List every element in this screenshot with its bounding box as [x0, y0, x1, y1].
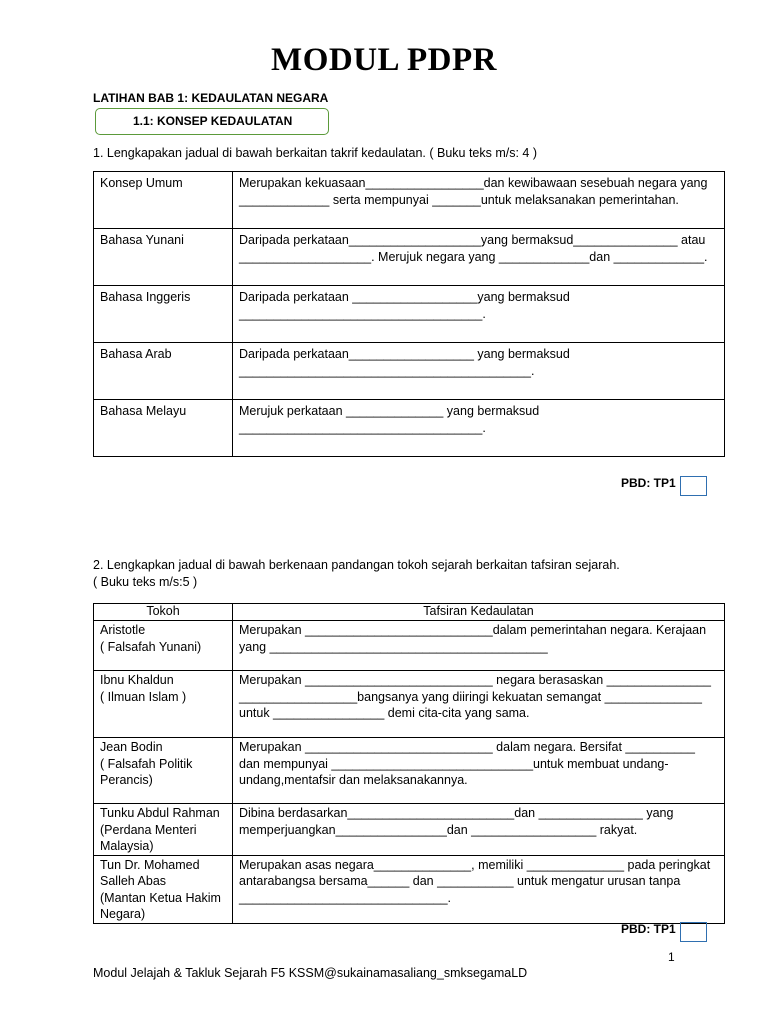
figure-cell: [94, 671, 233, 738]
chapter-heading: LATIHAN BAB 1: KEDAULATAN NEGARA: [93, 91, 329, 105]
pbd-label-1: PBD: TP1: [621, 476, 676, 490]
page-footer: Modul Jelajah & Takluk Sejarah F5 KSSM@sukainamasaliang_smksegamaLD: [93, 966, 528, 980]
pbd-label-2: PBD: TP1: [621, 922, 676, 936]
sovereignty-definition-table: [93, 171, 725, 457]
row-text: Merupakan kekuasaan_________________dan kewibawaan sesebuah negara yang _____________ serta mempunyai _______untuk melaksanakan pemerintahan.: [233, 172, 725, 229]
row-text: Merujuk perkataan ______________ yang bermaksud ___________________________________.: [233, 400, 725, 457]
table-row: [94, 286, 725, 343]
question-2-line-1: 2. Lengkapkan jadual di bawah berkenaan pandangan tokoh sejarah berkaitan tafsiran sejarah.: [93, 558, 620, 572]
row-text: Daripada perkataan___________________yang bermaksud_______________ atau ___________________. Merujuk negara yang _____________dan _____________.: [233, 229, 725, 286]
table-row: [94, 343, 725, 400]
figure-name: Tun Dr. Mohamed Salleh Abas: [100, 857, 200, 888]
table-row: [94, 400, 725, 457]
question-2: [93, 557, 620, 591]
pbd-checkbox-2[interactable]: [680, 922, 707, 942]
row-text: Daripada perkataan __________________yang bermaksud ___________________________________.: [233, 286, 725, 343]
row-label: Bahasa Arab: [94, 343, 233, 400]
table-row: [94, 172, 725, 229]
row-label: Bahasa Inggeris: [94, 286, 233, 343]
question-1: 1. Lengkapakan jadual di bawah berkaitan takrif kedaulatan. ( Buku teks m/s: 4 ): [93, 146, 538, 160]
page-title: MODUL PDPR: [271, 42, 497, 78]
page-number: 1: [668, 950, 675, 964]
table-row: [94, 229, 725, 286]
column-header-tokoh: Tokoh: [94, 604, 233, 621]
row-label: Konsep Umum: [94, 172, 233, 229]
figure-cell: [94, 804, 233, 856]
interpretation-text: Dibina berdasarkan________________________dan _______________ yang memperjuangkan________________dan __________________ rakyat.: [233, 804, 725, 856]
figure-role: ( Falsafah Politik Perancis): [100, 756, 193, 787]
figure-name: Tunku Abdul Rahman: [100, 806, 220, 820]
interpretation-text: Merupakan asas negara______________, memiliki ______________ pada peringkat antarabangsa bersama______ dan ___________ untuk mengatur urusan tanpa ______________________________.: [233, 855, 725, 923]
figure-role: (Perdana Menteri Malaysia): [100, 822, 197, 853]
interpretation-text: Merupakan ___________________________ negara berasaskan _______________ _________________bangsanya yang diiringi kekuatan semangat ______________ untuk ________________ demi cita-cita yang sama.: [233, 671, 725, 738]
figure-cell: [94, 855, 233, 923]
table-row: [94, 671, 725, 738]
subtopic-label: 1.1: KONSEP KEDAULATAN: [95, 108, 329, 135]
table-row: [94, 738, 725, 804]
table-row: [94, 621, 725, 671]
interpretation-text: Merupakan ___________________________dalam pemerintahan negara. Kerajaan yang ________________________________________: [233, 621, 725, 671]
figure-role: ( Falsafah Yunani): [100, 639, 202, 654]
figures-interpretation-table: [93, 603, 725, 924]
figure-name: Ibnu Khaldun: [100, 673, 174, 687]
figure-cell: [94, 738, 233, 804]
row-label: Bahasa Melayu: [94, 400, 233, 457]
figure-role: ( Ilmuan Islam ): [100, 689, 187, 704]
figure-name: Aristotle: [100, 623, 146, 637]
figure-name: Jean Bodin: [100, 740, 163, 754]
figure-role: (Mantan Ketua Hakim Negara): [100, 890, 221, 921]
row-text: Daripada perkataan__________________ yang bermaksud __________________________________________.: [233, 343, 725, 400]
interpretation-text: Merupakan ___________________________ dalam negara. Bersifat __________ dan mempunyai _____________________________untuk membuat undang-undang,mentafsir dan melaksanakannya.: [233, 738, 725, 804]
pbd-checkbox-1[interactable]: [680, 476, 707, 496]
table-header-row: [94, 604, 725, 621]
figure-cell: [94, 621, 233, 671]
table-row: [94, 855, 725, 923]
question-2-line-2: ( Buku teks m/s:5 ): [93, 575, 198, 589]
row-label: Bahasa Yunani: [94, 229, 233, 286]
column-header-tafsiran: Tafsiran Kedaulatan: [233, 604, 725, 621]
table-row: [94, 804, 725, 856]
